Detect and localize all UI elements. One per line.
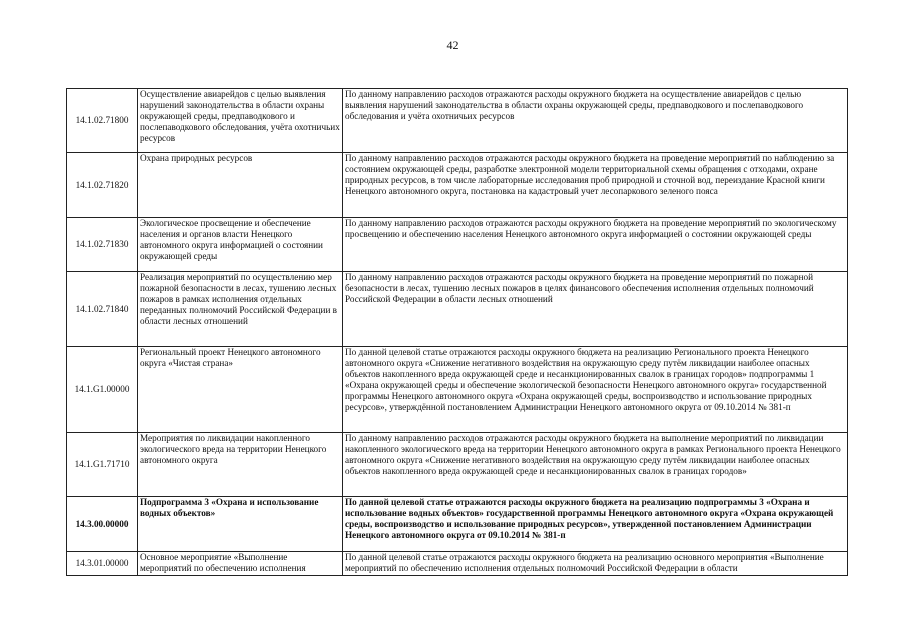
- row-description: По данной целевой статье отражаются расходы окружного бюджета на реализацию подпрограммы 3 «Охрана и использование водных объектов» государственной программы Ненецкого автономного округа «Охрана окружающей среды, воспроизводство и использование природных ресурсов», утвержденной постановлением Администрации Ненецкого автономного округа от 09.10.2014 № 381-п: [343, 497, 848, 552]
- row-code: 14.1.G1.00000: [67, 347, 138, 433]
- row-name: Региональный проект Ненецкого автономного округа «Чистая страна»: [138, 347, 343, 433]
- row-name: Мероприятия по ликвидации накопленного экологического вреда на территории Ненецкого автономного округа: [138, 433, 343, 497]
- row-description: По данному направлению расходов отражаются расходы окружного бюджета на выполнение мероприятий по ликвидации накопленного экологического вреда на территории Ненецкого автономного округа в рамках Регионального проекта Ненецкого автономного округа «Снижение негативного воздействия на окружающую среду путём ликвидации наиболее опасных объектов накопленного вреда окружающей среде и несанкционированных свалок в границах городов»: [343, 433, 848, 497]
- row-code: 14.3.01.00000: [67, 552, 138, 576]
- budget-classification-table: [66, 88, 848, 576]
- row-code: 14.1.G1.71710: [67, 433, 138, 497]
- row-code: 14.1.02.71830: [67, 218, 138, 272]
- row-name: Подпрограмма 3 «Охрана и использование водных объектов»: [138, 497, 343, 552]
- table-row: [67, 347, 848, 433]
- row-code: 14.1.02.71840: [67, 272, 138, 347]
- row-code: 14.1.02.71800: [67, 89, 138, 153]
- row-name: Экологическое просвещение и обеспечение населения и органов власти Ненецкого автономного округа информацией о состоянии окружающей среды: [138, 218, 343, 272]
- row-name: Реализация мероприятий по осуществлению мер пожарной безопасности в лесах, тушению лесных пожаров в рамках исполнения отдельных переданных полномочий Российской Федерации в области лесных отношений: [138, 272, 343, 347]
- table-row: [67, 218, 848, 272]
- row-description: По данной целевой статье отражаются расходы окружного бюджета на реализацию Регионального проекта Ненецкого автономного округа «Снижение негативного воздействия на окружающую среду путём ликвидации наиболее опасных объектов накопленного вреда окружающей среде и несанкционированных свалок в границах городов» подпрограммы 1 «Охрана окружающей среды и обеспечение экологической безопасности Ненецкого автономного округа» государственной программы Ненецкого автономного округа «Охрана окружающей среды, воспроизводство и использование природных ресурсов», утверждённой постановлением Администрации Ненецкого автономного округа от 09.10.2014 № 381-п: [343, 347, 848, 433]
- row-description: По данному направлению расходов отражаются расходы окружного бюджета на проведение мероприятий по экологическому просвещению и обеспечению населения Ненецкого автономного округа информацией о состоянии окружающей среды: [343, 218, 848, 272]
- row-description: По данному направлению расходов отражаются расходы окружного бюджета на проведение мероприятий по наблюдению за состоянием окружающей среды, разработке электронной модели территориальной схемы обращения с отходами, охране природных ресурсов, в том числе лабораторные исследования проб природной и сточной вод, переиздание Красной книги Ненецкого автономного округа, постановка на кадастровый учет лесопаркового зеленого пояса: [343, 153, 848, 218]
- row-description: По данному направлению расходов отражаются расходы окружного бюджета на осуществление авиарейдов с целью выявления нарушений законодательства в области охраны окружающей среды, предпаводкового и послепаводкового обследования и учёта охотничьих ресурсов: [343, 89, 848, 153]
- table-row: [67, 552, 848, 576]
- row-name: Охрана природных ресурсов: [138, 153, 343, 218]
- table-row: [67, 497, 848, 552]
- row-name: Основное мероприятие «Выполнение мероприятий по обеспечению исполнения: [138, 552, 343, 576]
- row-description: По данной целевой статье отражаются расходы окружного бюджета на реализацию основного мероприятия «Выполнение мероприятий по обеспечению исполнения отдельных полномочий Российской Федерации в области: [343, 552, 848, 576]
- row-name: Осуществление авиарейдов с целью выявления нарушений законодательства в области охраны окружающей среды, предпаводкового и послепаводкового обследования, учёта охотничьих ресурсов: [138, 89, 343, 153]
- row-code: 14.1.02.71820: [67, 153, 138, 218]
- row-code: 14.3.00.00000: [67, 497, 138, 552]
- page-number: 42: [446, 38, 459, 52]
- table-row: [67, 272, 848, 347]
- table-row: [67, 153, 848, 218]
- table-row: [67, 433, 848, 497]
- row-description: По данному направлению расходов отражаются расходы окружного бюджета на проведение мероприятий по пожарной безопасности в лесах, тушению лесных пожаров в целях финансового обеспечения исполнения отдельных полномочий Российской Федерации в области лесных отношений: [343, 272, 848, 347]
- table-row: [67, 89, 848, 153]
